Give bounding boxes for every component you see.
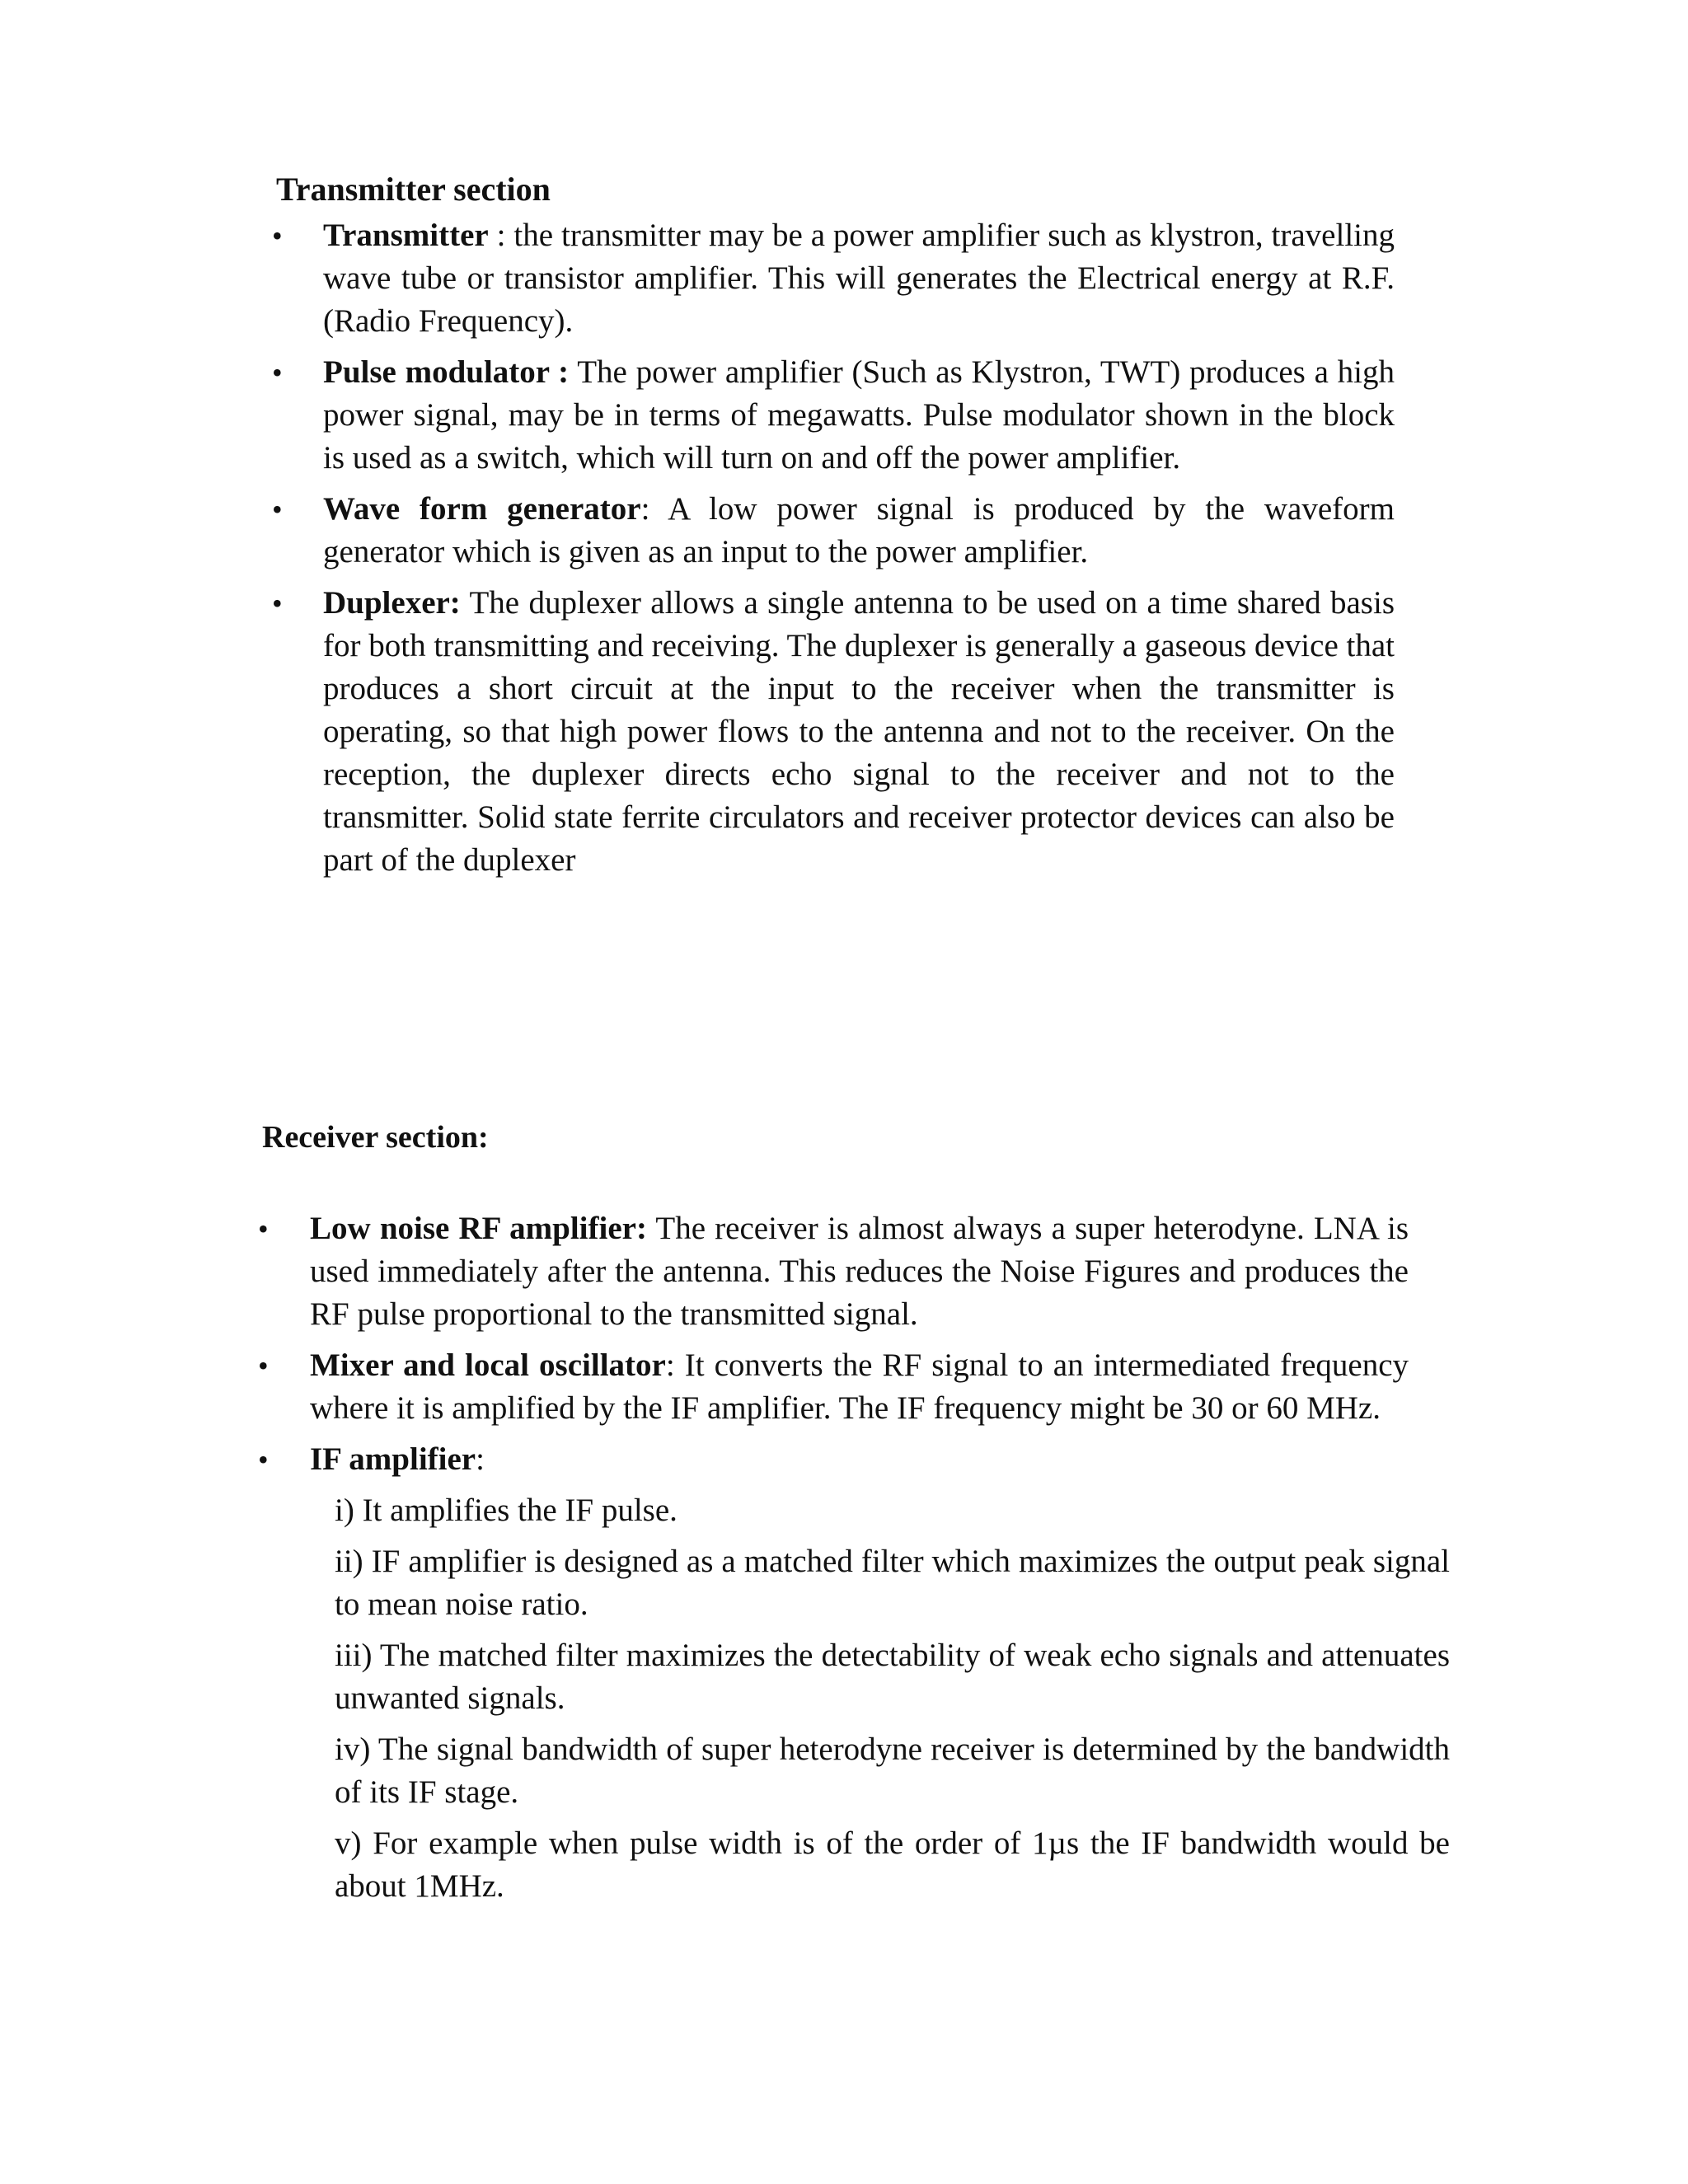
item-text: The receiver is almost always a super heterodyne. LNA is used immediately after the antenna. This reduces the Noise Figures and produces the RF pulse proportional to the transmitted signal.	[310, 1211, 1409, 1332]
bullet-icon: •	[272, 493, 283, 526]
list-item	[258, 1438, 1450, 1908]
bullet-icon: •	[258, 1443, 269, 1476]
item-separator	[647, 1211, 655, 1246]
item-text: It converts the RF signal to an intermediated frequency where it is amplified by the IF amplifier. The IF frequency might be 30 or 60 MHz.	[310, 1347, 1409, 1426]
item-term: Mixer and local oscillator	[310, 1347, 666, 1383]
receiver-list	[258, 1207, 1450, 1916]
if-point: iii) The matched filter maximizes the detectability of weak echo signals and attenuates unwanted signals.	[335, 1638, 1450, 1716]
item-term: IF amplifier	[310, 1441, 476, 1477]
list-item	[258, 1207, 1409, 1336]
item-separator: :	[665, 1347, 685, 1383]
bullet-icon: •	[272, 356, 283, 389]
list-item	[258, 1344, 1409, 1430]
receiver-section-heading: Receiver section:	[262, 1120, 489, 1155]
item-text: The duplexer allows a single antenna to be used on a time shared basis for both transmitting and receiving. The duplexer is generally a gaseous device that produces a short circuit at the input to the receiver when the transmitter is operating, so that high power flows to the antenna and not to the receiver. On the reception, the duplexer directs echo signal to the receiver and not to the transmitter. Solid state ferrite circulators and receiver protector devices can also be part of the duplexer	[323, 585, 1395, 878]
bullet-icon: •	[272, 587, 283, 620]
bullet-icon: •	[258, 1349, 269, 1382]
bullet-icon: •	[272, 219, 283, 252]
list-item	[272, 351, 1395, 480]
transmitter-list	[272, 214, 1395, 890]
list-item	[272, 214, 1395, 343]
list-item	[272, 582, 1395, 882]
transmitter-section-heading: Transmitter section	[276, 171, 551, 208]
if-point: v) For example when pulse width is of the order of 1µs the IF bandwidth would be about 1MHz.	[335, 1825, 1450, 1904]
item-separator: :	[640, 491, 668, 527]
if-point: i) It amplifies the IF pulse.	[335, 1493, 678, 1528]
item-separator: :	[476, 1441, 485, 1477]
item-separator: :	[488, 218, 514, 253]
item-term: Wave form generator	[323, 491, 641, 527]
if-point: ii) IF amplifier is designed as a matched filter which maximizes the output peak signal to mean noise ratio.	[335, 1544, 1450, 1622]
item-text: The power amplifier (Such as Klystron, TWT) produces a high power signal, may be in terms of megawatts. Pulse modulator shown in the block is used as a switch, which will turn on and off the power amplifier.	[323, 354, 1395, 476]
bullet-icon: •	[258, 1212, 269, 1245]
if-point: iv) The signal bandwidth of super heterodyne receiver is determined by the bandwidth of its IF stage.	[335, 1732, 1450, 1810]
item-term: Transmitter	[323, 218, 489, 253]
item-text: A low power signal is produced by the waveform generator which is given as an input to the power amplifier.	[323, 491, 1395, 569]
item-separator	[461, 585, 470, 621]
item-term: Low noise RF amplifier:	[310, 1211, 647, 1246]
item-term: Pulse modulator :	[323, 354, 570, 390]
item-term: Duplexer:	[323, 585, 461, 621]
item-text: the transmitter may be a power amplifier such as klystron, travelling wave tube or transistor amplifier. This will generates the Electrical energy at R.F.(Radio Frequency).	[323, 218, 1395, 339]
list-item	[272, 488, 1395, 574]
if-amplifier-points	[335, 1489, 1450, 1908]
item-separator	[569, 354, 577, 390]
